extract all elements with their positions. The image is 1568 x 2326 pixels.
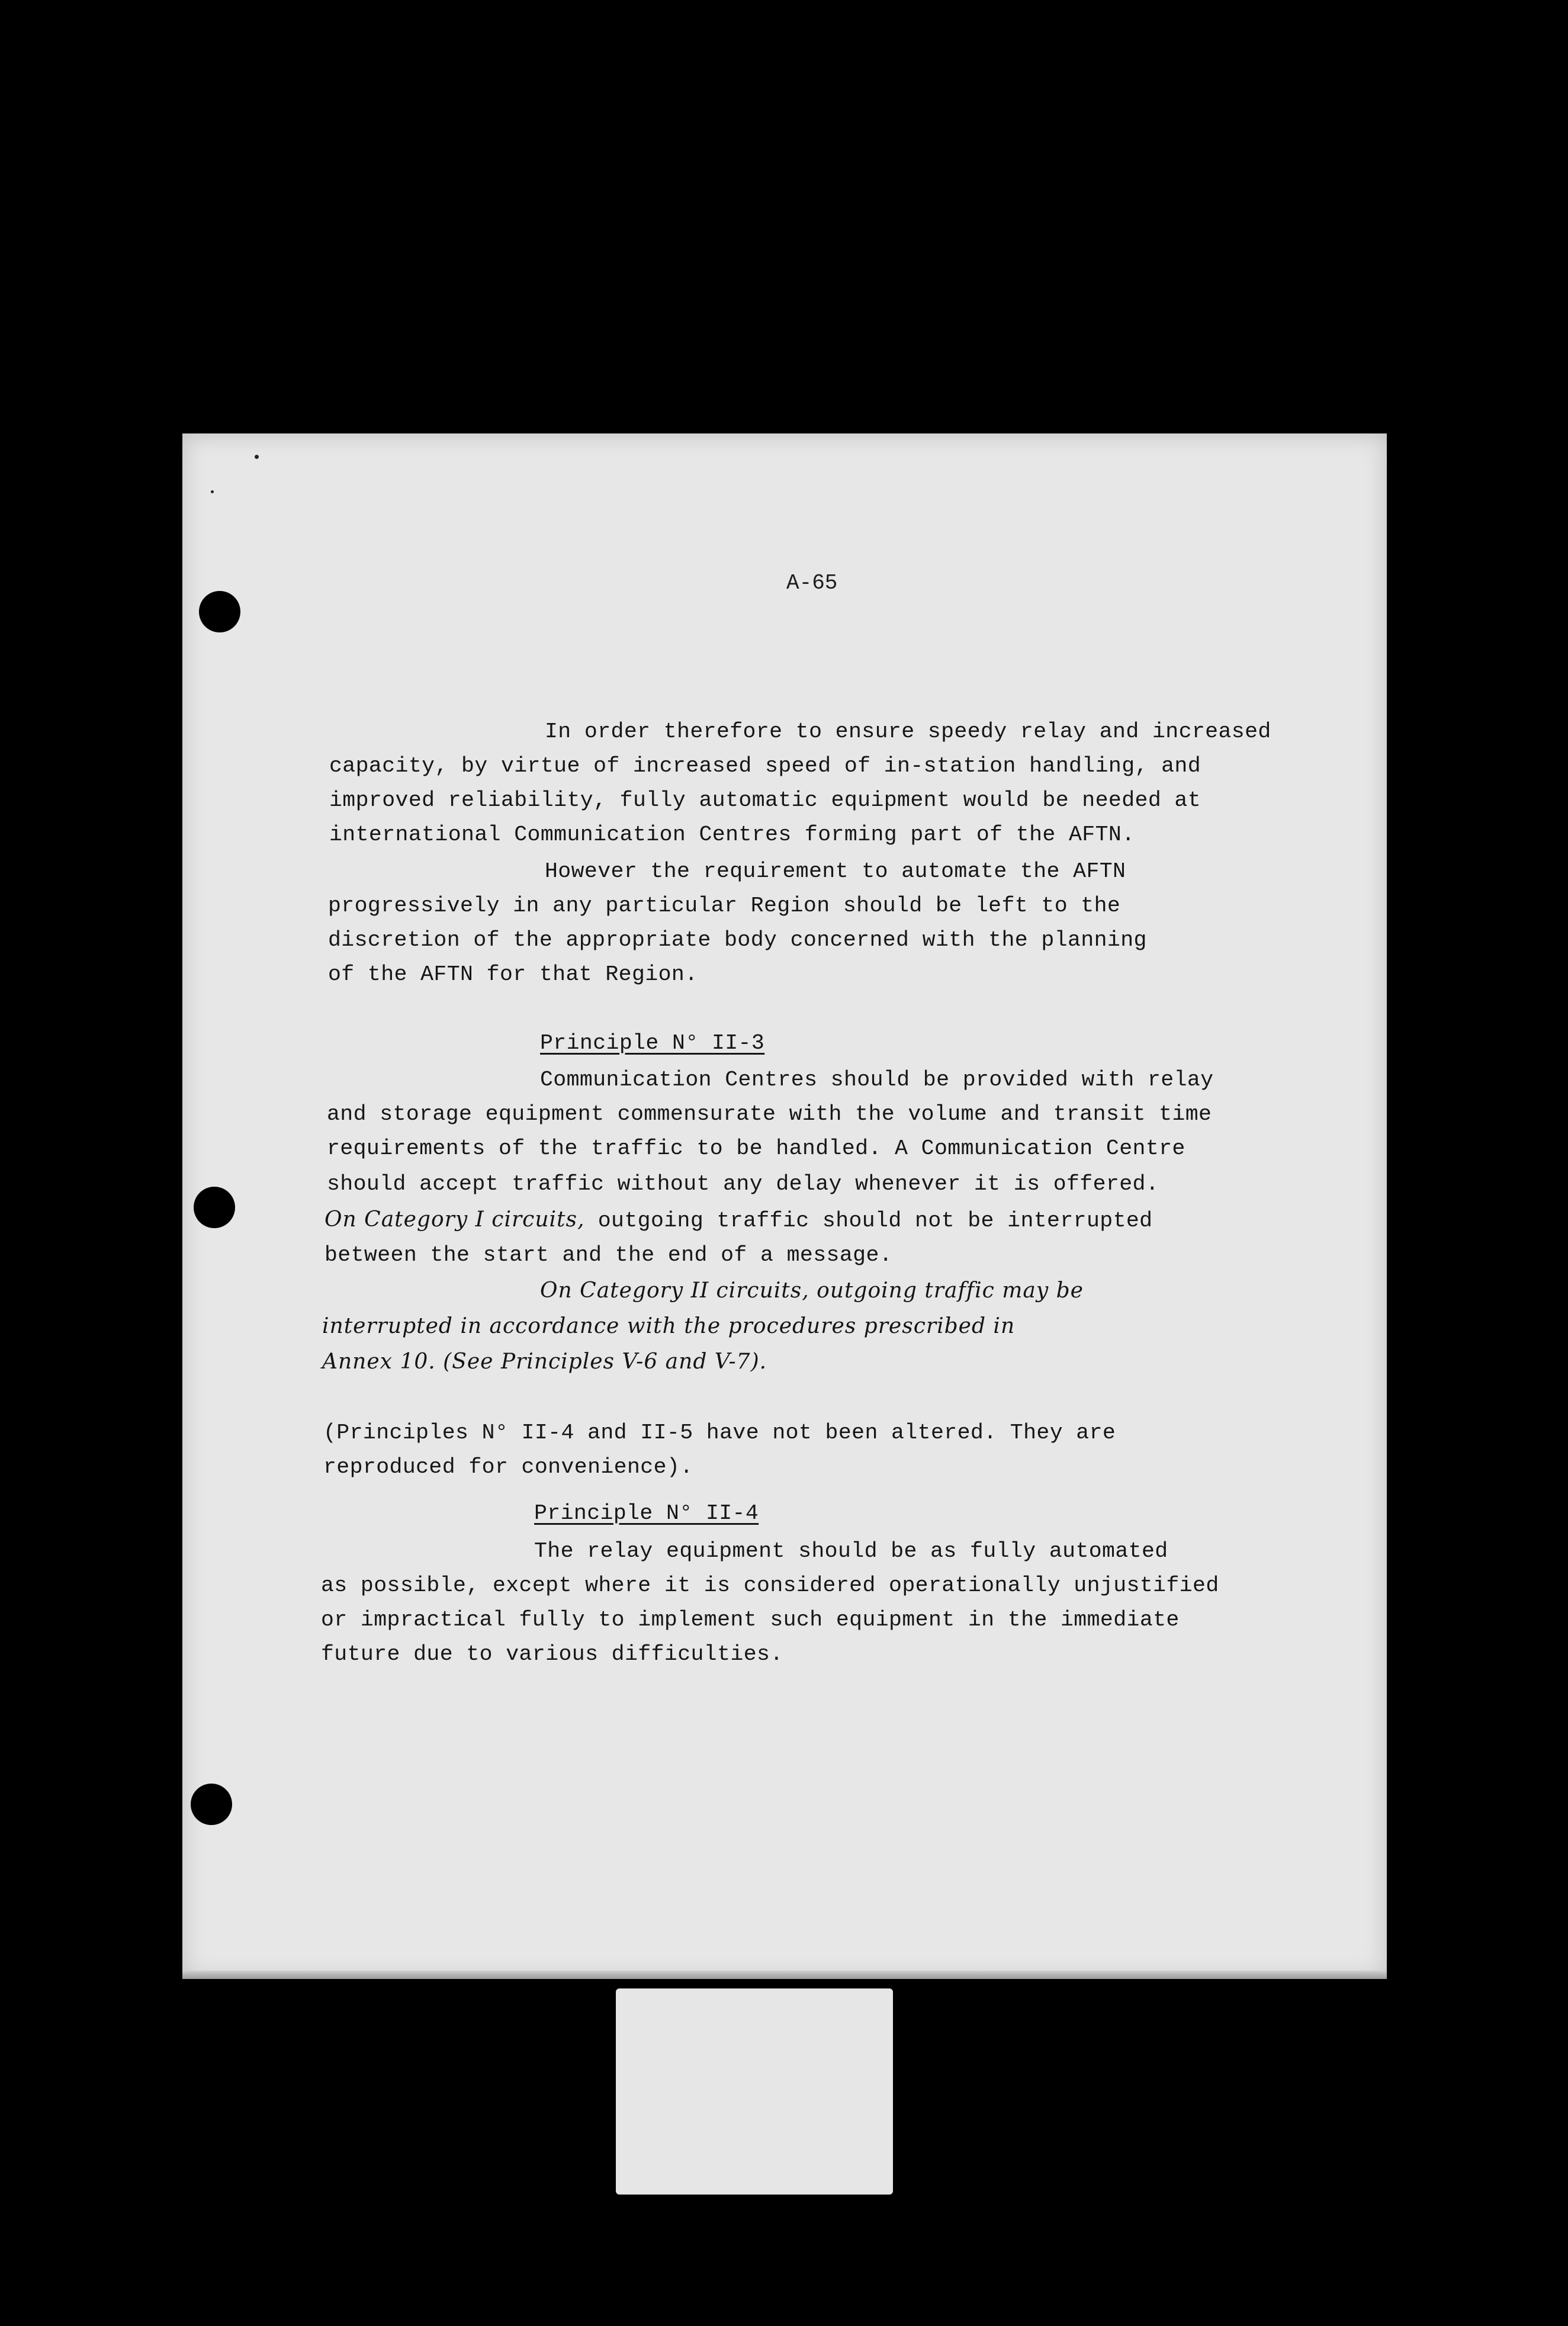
italic-amendment: interrupted in accordance with the procedures prescribed in [322,1314,1016,1338]
paragraph-line: requirements of the traffic to be handled. A Communication Centre [327,1136,1185,1161]
paragraph-line: between the start and the end of a message. [324,1243,893,1267]
paragraph-line: future due to various difficulties. [321,1642,783,1666]
paragraph-line: international Communication Centres forming part of the AFTN. [329,823,1135,847]
punch-hole-middle [194,1187,235,1228]
paper-slip [616,1988,893,2195]
paragraph-line: However the requirement to automate the AFTN [545,859,1126,884]
principle-heading: Principle N° II-4 [534,1501,759,1525]
italic-amendment: Annex 10. (See Principles V-6 and V-7). [322,1350,767,1374]
paragraph-line: and storage equipment commensurate with the volume and transit time [327,1102,1212,1126]
paragraph-line: The relay equipment should be as fully automated [534,1539,1168,1563]
principle-heading: Principle N° II-3 [540,1031,765,1055]
paragraph-line: as possible, except where it is considered operationally unjustified [321,1573,1219,1598]
italic-amendment: On Category I circuits, [324,1207,585,1232]
paragraph-line: of the AFTN for that Region. [328,962,698,987]
paragraph-line: or impractical fully to implement such equipment in the immediate [321,1608,1180,1632]
paragraph-line: capacity, by virtue of increased speed of in-station handling, and [329,754,1201,778]
page-bottom-edge [182,1971,1387,1979]
paragraph-text: outgoing traffic should not be interrupted [584,1209,1153,1233]
punch-hole-top [199,591,240,632]
paragraph-line: discretion of the appropriate body concerned with the planning [328,928,1147,952]
note-line: reproduced for convenience). [323,1455,693,1479]
document-page [182,433,1387,1979]
punch-hole-bottom [191,1784,232,1825]
paragraph-line: Communication Centres should be provided with relay [540,1068,1214,1092]
paragraph-line: improved reliability, fully automatic equipment would be needed at [329,788,1201,812]
note-line: (Principles N° II-4 and II-5 have not been altered. They are [323,1421,1116,1445]
paragraph-line: progressively in any particular Region should be left to the [328,894,1121,918]
paragraph-line: In order therefore to ensure speedy relay and increased [545,719,1271,744]
paper-speck [255,455,259,459]
paragraph-line [324,1209,1153,1232]
paragraph-line: should accept traffic without any delay whenever it is offered. [327,1172,1159,1196]
page-number: A-65 [786,571,838,595]
italic-amendment: On Category II circuits, outgoing traffic may be [540,1278,1084,1303]
paper-speck [211,490,214,493]
